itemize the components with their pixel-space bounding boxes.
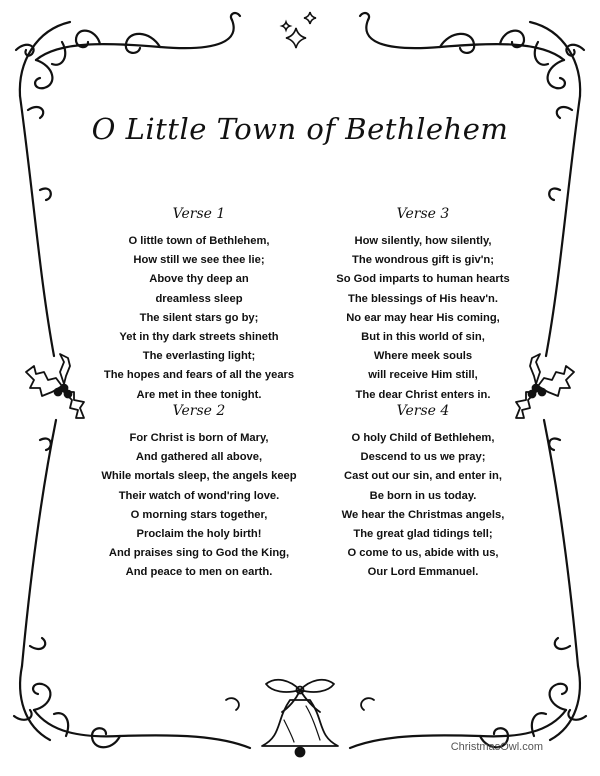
verse-line: And gathered all above, bbox=[135, 451, 263, 464]
verse-heading: Verse 2 bbox=[172, 403, 226, 419]
verse-line: Cast out our sin, and enter in, bbox=[344, 470, 502, 483]
verse-block bbox=[308, 206, 538, 405]
verse-line: How still we see thee lie; bbox=[133, 254, 265, 267]
swirl-flourish-icon bbox=[16, 13, 240, 118]
verse-heading: Verse 4 bbox=[396, 403, 450, 419]
verse-block bbox=[84, 206, 314, 405]
christmas-bell-icon bbox=[226, 680, 374, 757]
verse-line: O come to us, abide with us, bbox=[347, 547, 499, 560]
verse-line: We hear the Christmas angels, bbox=[341, 508, 505, 521]
verse-line: For Christ is born of Mary, bbox=[129, 432, 269, 444]
verse-line: Their watch of wond'ring love. bbox=[118, 489, 280, 502]
verse-block bbox=[84, 403, 314, 583]
verse-line: The everlasting light; bbox=[142, 350, 256, 363]
verse-line: Proclaim the holy birth! bbox=[136, 528, 262, 541]
verse-line: Above thy deep an bbox=[149, 273, 249, 286]
verse-line: No ear may hear His coming, bbox=[346, 311, 500, 324]
verse-line: The silent stars go by; bbox=[139, 311, 259, 324]
sparkle-stars-icon bbox=[282, 12, 316, 48]
page-title: O Little Town of Bethlehem bbox=[91, 112, 509, 146]
swirl-flourish-icon bbox=[14, 638, 250, 748]
verse-line: O little town of Bethlehem, bbox=[128, 235, 270, 247]
verse-line: The blessings of His heav'n. bbox=[348, 292, 498, 305]
verse-line: Yet in thy dark streets shineth bbox=[119, 331, 279, 344]
verse-lines bbox=[84, 232, 314, 405]
verse-line: O holy Child of Bethlehem, bbox=[351, 432, 495, 444]
site-credit[interactable]: ChristmasOwl.com bbox=[450, 741, 543, 753]
swirl-flourish-icon bbox=[360, 13, 584, 118]
verse-line: dreamless sleep bbox=[155, 292, 243, 305]
verse-block bbox=[308, 403, 538, 583]
verse-line: While mortals sleep, the angels keep bbox=[101, 470, 297, 483]
verse-line: And praises sing to God the King, bbox=[108, 547, 290, 560]
verse-line: So God imparts to human hearts bbox=[336, 273, 510, 286]
holly-leaves-icon bbox=[26, 354, 84, 418]
swirl-flourish-icon bbox=[350, 638, 586, 748]
verse-line: Where meek souls bbox=[373, 350, 473, 363]
verse-lines bbox=[308, 429, 538, 583]
verse-line: The dear Christ enters in. bbox=[355, 388, 491, 401]
verse-heading: Verse 3 bbox=[396, 206, 450, 222]
verse-lines bbox=[84, 429, 314, 583]
verse-lines bbox=[308, 232, 538, 405]
verse-line: The wondrous gift is giv'n; bbox=[352, 254, 494, 267]
verse-line: The hopes and fears of all the years bbox=[103, 369, 295, 382]
verse-line: The great glad tidings tell; bbox=[353, 528, 493, 541]
verse-line: Our Lord Emmanuel. bbox=[367, 566, 479, 579]
verse-line: O morning stars together, bbox=[130, 508, 268, 521]
verse-heading: Verse 1 bbox=[172, 206, 226, 222]
verse-line: Descend to us we pray; bbox=[360, 451, 486, 464]
verse-line: Be born in us today. bbox=[369, 489, 477, 502]
verse-line: But in this world of sin, bbox=[361, 331, 485, 344]
verse-line: Are met in thee tonight. bbox=[136, 388, 262, 401]
verse-line: will receive Him still, bbox=[368, 369, 478, 382]
verse-line: How silently, how silently, bbox=[354, 235, 492, 247]
verse-line: And peace to men on earth. bbox=[125, 566, 273, 579]
